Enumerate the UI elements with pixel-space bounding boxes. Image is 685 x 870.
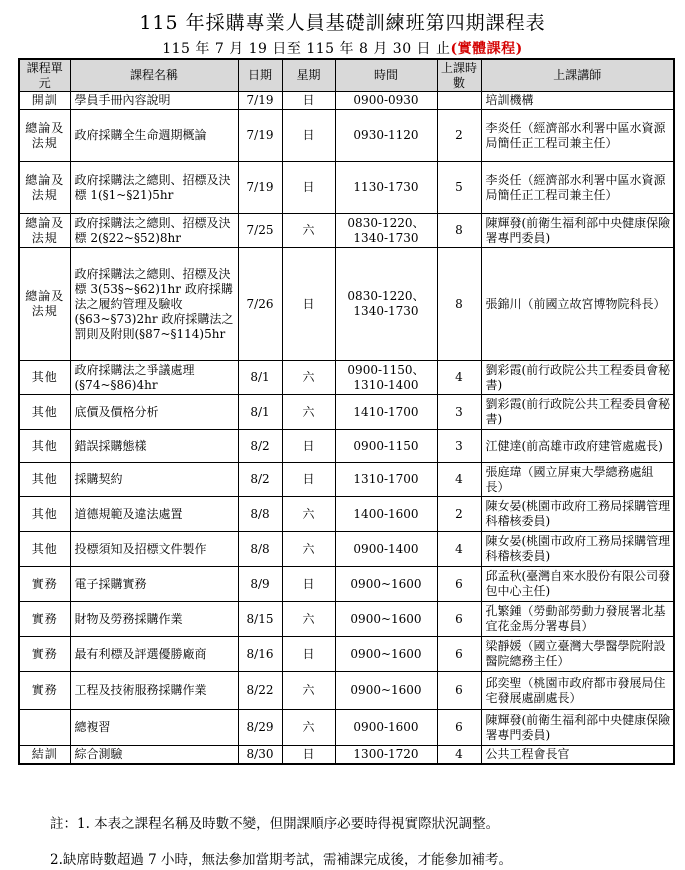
cell-day: 日 [282, 746, 335, 764]
cell-day: 日 [282, 430, 335, 463]
cell-day: 日 [282, 637, 335, 672]
cell-teacher: 劉彩霞(前行政院公共工程委員會秘書) [481, 395, 674, 430]
cell-unit: 其他 [19, 463, 70, 497]
cell-teacher: 孔繁鍾（勞動部勞動力發展署北基宜花金馬分署專員） [481, 602, 674, 637]
table-row [19, 248, 674, 361]
cell-day: 六 [282, 602, 335, 637]
cell-unit: 開訓 [19, 92, 70, 110]
date-range: 115 年 7 月 19 日至 115 年 8 月 30 日 止 [162, 41, 451, 57]
cell-date: 8/9 [238, 567, 282, 602]
cell-name: 投標須知及招標文件製作 [70, 532, 238, 567]
cell-time: 0900-1400 [335, 532, 437, 567]
cell-hours: 8 [437, 214, 481, 248]
cell-unit: 總論及法規 [19, 110, 70, 162]
cell-teacher: 梁靜媛（國立臺灣大學醫學院附設醫院總務主任） [481, 637, 674, 672]
cell-unit: 總論及法規 [19, 162, 70, 214]
cell-hours: 6 [437, 567, 481, 602]
table-row [19, 430, 674, 463]
cell-hours: 4 [437, 361, 481, 395]
schedule-table [18, 58, 675, 765]
cell-name: 政府採購法之爭議處理(§74~§86)4hr [70, 361, 238, 395]
cell-unit: 實務 [19, 602, 70, 637]
cell-date: 8/30 [238, 746, 282, 764]
cell-date: 7/26 [238, 248, 282, 361]
cell-hours: 6 [437, 602, 481, 637]
cell-hours: 2 [437, 497, 481, 532]
cell-time: 0900~1600 [335, 637, 437, 672]
cell-day: 六 [282, 710, 335, 746]
table-row [19, 637, 674, 672]
cell-hours: 5 [437, 162, 481, 214]
cell-hours: 3 [437, 395, 481, 430]
cell-unit: 其他 [19, 361, 70, 395]
cell-time: 0900~1600 [335, 672, 437, 710]
cell-name: 道德規範及違法處置 [70, 497, 238, 532]
cell-teacher: 張錦川（前國立故宮博物院科長） [481, 248, 674, 361]
cell-hours: 4 [437, 746, 481, 764]
cell-time: 0900~1600 [335, 602, 437, 637]
cell-unit: 其他 [19, 532, 70, 567]
cell-teacher: 公共工程會長官 [481, 746, 674, 764]
cell-teacher: 陳女晏(桃園市政府工務局採購管理科稽核委員) [481, 532, 674, 567]
table-row [19, 602, 674, 637]
cell-time: 0900~1600 [335, 567, 437, 602]
cell-teacher: 邱孟秋(臺灣自來水股份有限公司發包中心主任) [481, 567, 674, 602]
cell-date: 7/19 [238, 162, 282, 214]
cell-day: 六 [282, 361, 335, 395]
table-row [19, 162, 674, 214]
cell-day: 六 [282, 214, 335, 248]
cell-time: 1400-1600 [335, 497, 437, 532]
cell-time: 0900-0930 [335, 92, 437, 110]
table-row [19, 92, 674, 110]
table-row [19, 497, 674, 532]
table-row [19, 710, 674, 746]
cell-name: 錯誤採購態樣 [70, 430, 238, 463]
cell-unit: 實務 [19, 567, 70, 602]
cell-day: 六 [282, 672, 335, 710]
cell-name: 總複習 [70, 710, 238, 746]
page-title: 115 年採購專業人員基礎訓練班第四期課程表 [139, 12, 546, 34]
cell-time: 0830-1220、1340-1730 [335, 214, 437, 248]
cell-day: 日 [282, 162, 335, 214]
cell-date: 7/19 [238, 92, 282, 110]
cell-date: 8/2 [238, 463, 282, 497]
table-row [19, 746, 674, 764]
cell-teacher: 陳輝發(前衛生福利部中央健康保險署專門委員) [481, 710, 674, 746]
cell-unit: 實務 [19, 672, 70, 710]
cell-day: 六 [282, 497, 335, 532]
cell-name: 政府採購法之總則、招標及決標 3(53§~§62)1hr 政府採購法之履約管理及驗收(§63~§73)2hr 政府採購法之罰則及附則(§87~§114)5hr [70, 248, 238, 361]
cell-teacher: 劉彩霞(前行政院公共工程委員會秘書) [481, 361, 674, 395]
cell-day: 日 [282, 110, 335, 162]
cell-name: 電子採購實務 [70, 567, 238, 602]
cell-date: 7/25 [238, 214, 282, 248]
cell-time: 0830-1220、1340-1730 [335, 248, 437, 361]
page-subtitle [0, 38, 685, 58]
cell-hours: 8 [437, 248, 481, 361]
cell-name: 政府採購法之總則、招標及決標 1(§1~§21)5hr [70, 162, 238, 214]
cell-day: 六 [282, 532, 335, 567]
cell-day: 日 [282, 463, 335, 497]
cell-teacher: 陳女晏(桃園市政府工務局採購管理科稽核委員) [481, 497, 674, 532]
cell-hours: 2 [437, 110, 481, 162]
cell-time: 1310-1700 [335, 463, 437, 497]
col-header-hours: 上課時數 [437, 59, 481, 92]
table-header-row [19, 59, 674, 92]
col-header-date: 日期 [238, 59, 282, 92]
cell-unit: 總論及法規 [19, 248, 70, 361]
cell-hours: 3 [437, 430, 481, 463]
cell-date: 8/1 [238, 395, 282, 430]
cell-name: 綜合測驗 [70, 746, 238, 764]
cell-time: 1300-1720 [335, 746, 437, 764]
cell-day: 日 [282, 92, 335, 110]
cell-date: 8/8 [238, 532, 282, 567]
col-header-name: 課程名稱 [70, 59, 238, 92]
cell-name: 採購契約 [70, 463, 238, 497]
cell-unit [19, 710, 70, 746]
cell-unit: 其他 [19, 497, 70, 532]
col-header-teacher: 上課講師 [481, 59, 674, 92]
cell-name: 政府採購全生命週期概論 [70, 110, 238, 162]
cell-time: 0900-1600 [335, 710, 437, 746]
cell-teacher: 培訓機構 [481, 92, 674, 110]
col-header-day: 星期 [282, 59, 335, 92]
cell-teacher: 張庭瑋（國立屏東大學總務處組長） [481, 463, 674, 497]
cell-name: 學員手冊內容說明 [70, 92, 238, 110]
cell-day: 日 [282, 248, 335, 361]
cell-hours [437, 92, 481, 110]
cell-day: 六 [282, 395, 335, 430]
cell-date: 8/29 [238, 710, 282, 746]
cell-unit: 其他 [19, 430, 70, 463]
col-header-unit: 課程單元 [19, 59, 70, 92]
cell-hours: 6 [437, 672, 481, 710]
cell-hours: 6 [437, 710, 481, 746]
cell-time: 0900-1150、1310-1400 [335, 361, 437, 395]
table-row [19, 361, 674, 395]
note-2: 2.缺席時數超過 7 小時，無法參加當期考試，需補課完成後，才能參加補考。 [50, 852, 513, 868]
cell-unit: 實務 [19, 637, 70, 672]
cell-name: 政府採購法之總則、招標及決標 2(§22~§52)8hr [70, 214, 238, 248]
cell-time: 0930-1120 [335, 110, 437, 162]
cell-teacher: 李炎任（經濟部水利署中區水資源局簡任正工程司兼主任） [481, 162, 674, 214]
note-1: 註：1. 本表之課程名稱及時數不變，但開課順序必要時得視實際狀況調整。 [50, 816, 500, 832]
cell-date: 8/8 [238, 497, 282, 532]
cell-date: 8/2 [238, 430, 282, 463]
table-row [19, 567, 674, 602]
cell-unit: 其他 [19, 395, 70, 430]
table-row [19, 395, 674, 430]
table-row [19, 532, 674, 567]
cell-date: 8/15 [238, 602, 282, 637]
cell-date: 8/1 [238, 361, 282, 395]
cell-hours: 4 [437, 463, 481, 497]
cell-name: 財物及勞務採購作業 [70, 602, 238, 637]
cell-unit: 結訓 [19, 746, 70, 764]
cell-name: 底價及價格分析 [70, 395, 238, 430]
col-header-time: 時間 [335, 59, 437, 92]
table-row [19, 672, 674, 710]
table-row [19, 463, 674, 497]
course-type-tag: (實體課程) [450, 41, 523, 57]
cell-name: 工程及技術服務採購作業 [70, 672, 238, 710]
cell-teacher: 邱奕聖（桃園市政府都市發展局住宅發展處副處長） [481, 672, 674, 710]
cell-hours: 6 [437, 637, 481, 672]
cell-day: 日 [282, 567, 335, 602]
cell-date: 8/16 [238, 637, 282, 672]
cell-unit: 總論及法規 [19, 214, 70, 248]
cell-name: 最有利標及評選優勝廠商 [70, 637, 238, 672]
cell-teacher: 李炎任（經濟部水利署中區水資源局簡任正工程司兼主任） [481, 110, 674, 162]
cell-date: 7/19 [238, 110, 282, 162]
cell-date: 8/22 [238, 672, 282, 710]
cell-time: 1130-1730 [335, 162, 437, 214]
cell-hours: 4 [437, 532, 481, 567]
cell-teacher: 陳輝發(前衛生福利部中央健康保險署專門委員) [481, 214, 674, 248]
cell-teacher: 江健達(前高雄市政府建管處處長) [481, 430, 674, 463]
table-row [19, 110, 674, 162]
table-row [19, 214, 674, 248]
cell-time: 1410-1700 [335, 395, 437, 430]
cell-time: 0900-1150 [335, 430, 437, 463]
